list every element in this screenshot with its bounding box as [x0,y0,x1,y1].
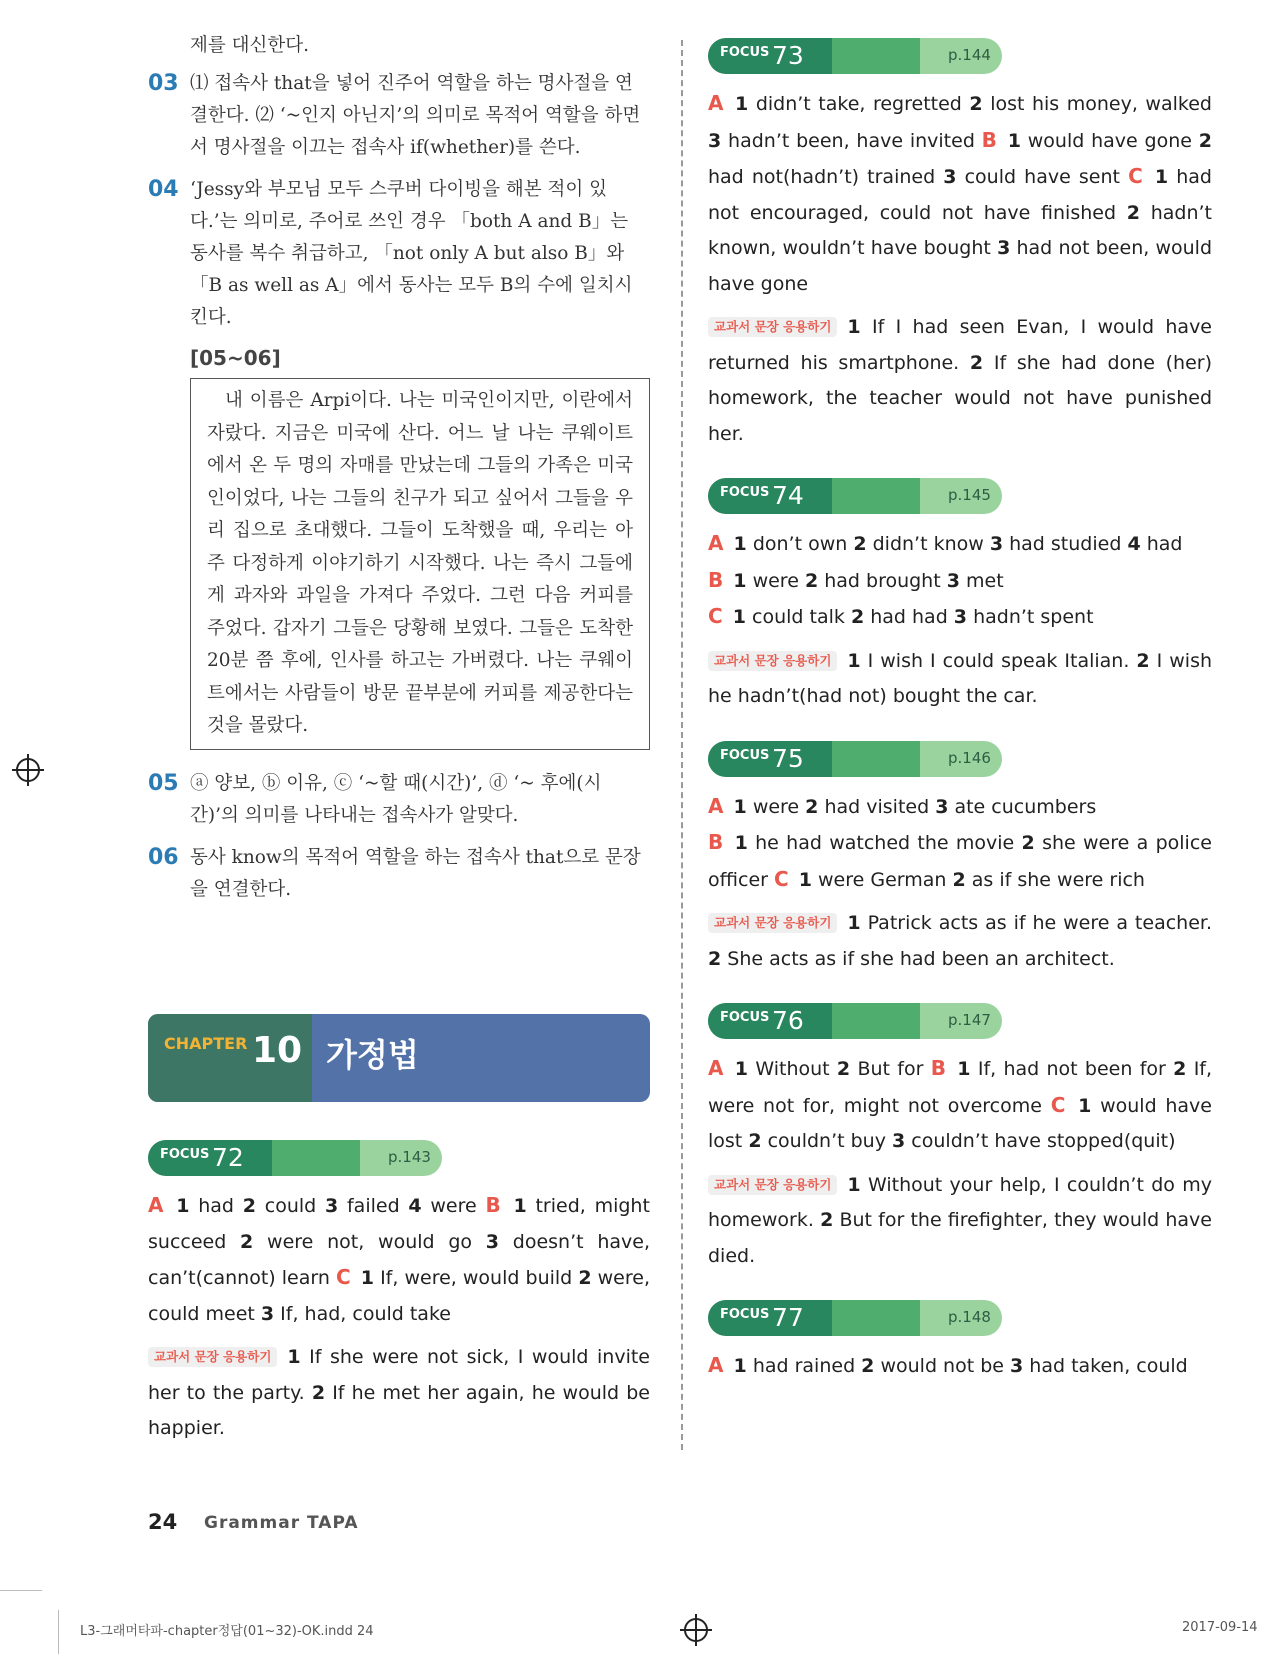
item-text: ⑴ 접속사 that을 넣어 진주어 역할을 하는 명사절을 연결한다. ⑵ ‘~인지 아닌지’의 의미로 목적어 역할을 하면서 명사절을 이끄는 접속사 if(whether)를 쓴다. [190,73,641,158]
focus-label: FOCUS [160,1147,210,1162]
answer-number: 1 [798,868,812,891]
answer-text: tried, might succeed [148,1195,650,1253]
focus-block [708,1003,1212,1274]
answer-text-block [708,1348,1212,1385]
answer-text: could have sent [964,166,1120,188]
textbook-badge [148,1347,277,1367]
textbook-badge-highlight: 응용하기 [783,319,832,334]
answer-number: 2 [578,1267,592,1289]
answer-text: had not encouraged, could not have finished [708,166,1212,224]
answer-text-block [708,526,1212,636]
textbook-application [708,644,1212,715]
numbered-item [148,842,650,906]
focus-header-mid [832,741,920,777]
answer-text: hadn’t known, wouldn’t have bought [708,201,1212,259]
answer-number: 1 [847,316,861,338]
textbook-badge-highlight: 응용하기 [783,1176,832,1192]
left-column [148,30,650,916]
focus-block [708,1300,1212,1385]
answer-number: 3 [946,569,960,592]
answer-text: If she had done (her) homework, the teacher would not have punished her. [708,351,1213,445]
answer-number: 2 [1173,1058,1187,1080]
textbook-badge [708,913,837,933]
section-letter: C [1128,164,1143,188]
answer-number: 3 [708,129,722,152]
focus-72-section [148,1140,650,1447]
answer-number: 1 [733,1355,747,1377]
answer-number: 1 [513,1195,527,1217]
focus-label: FOCUS [720,1307,770,1322]
focus-label: FOCUS [720,485,770,500]
textbook-badge-prefix: 교과서 문장 [154,1349,224,1364]
textbook-badge-prefix: 교과서 문장 [714,652,784,668]
focus-header-mid [832,38,920,74]
slug-filename: L3-그래머타파-chapter정답(01~32)-OK.indd 24 [80,1624,374,1639]
focus-number: 77 [772,1303,804,1332]
answer-text: lost his money, walked [990,93,1212,115]
answer-number: 2 [1198,129,1212,152]
numbered-item [148,174,650,334]
answer-number: 2 [805,795,819,818]
answer-text: she were a police officer [708,832,1212,891]
answer-text: couldn’t buy [767,1130,886,1152]
answer-text: If, had not been for [977,1058,1166,1080]
answer-number: 1 [732,606,746,628]
focus-header [708,478,1002,514]
answer-number: 3 [324,1195,339,1217]
answer-number: 4 [1127,533,1141,555]
item-number: 04 [148,177,179,202]
answer-number: 1 [1007,129,1021,152]
focus-header [708,741,1002,777]
focus-block [148,1140,650,1447]
focus-header-mid [832,1300,920,1336]
focus-page-ref: p.145 [948,486,991,504]
answer-number: 2 [853,533,867,555]
answer-number: 1 [176,1195,190,1217]
textbook-application [708,906,1212,977]
answer-text: had not(hadn’t) trained [708,166,936,188]
answer-number: 2 [311,1381,326,1404]
registration-mark-bottom [684,1618,708,1642]
answer-text: had visited [824,795,930,818]
item-text: ⓐ 양보, ⓑ 이유, ⓒ ‘~할 때(시간)’, ⓓ ‘~ 후에(시간)’의 의미를 나타내는 접속사가 알맞다. [190,772,602,826]
section-letter: A [708,793,724,818]
answer-text: If, were, would build [380,1267,573,1289]
focus-header [708,1003,1002,1039]
answer-number: 3 [953,606,968,628]
section-letter: A [708,91,724,115]
crop-mark-vertical [58,1610,59,1654]
answer-number: 3 [943,166,957,188]
focus-header [708,1300,1002,1336]
textbook-badge-highlight: 응용하기 [783,915,832,930]
answer-number: 3 [989,533,1004,555]
answer-text: could [264,1195,317,1217]
answer-text: would not be [880,1355,1004,1377]
item-number: 05 [148,770,179,796]
answer-number: 1 [733,569,747,592]
answer-number: 2 [708,947,722,970]
answer-text: were [430,1195,477,1217]
answer-text: would have lost [708,1094,1212,1152]
chapter-number: 10 [252,1030,303,1071]
answer-text-block [708,789,1212,899]
item-text: ‘Jessy와 부모님 모두 스쿠버 다이빙을 해본 적이 있다.’는 의미로, 주어로 쓰인 경우 「both A and B」는 동사를 복수 취급하고, 「not only A but also B」와 「B as well as A」에서 동사는 모두 B의 수에 일치시킨다. [190,179,633,328]
answer-number: 2 [850,606,865,628]
answer-text: were, could meet [148,1267,650,1325]
answer-text: were [752,569,799,592]
answer-number: 1 [287,1346,301,1368]
textbook-application [708,310,1212,452]
focus-number: 73 [772,41,804,70]
answer-text: I wish I could speak Italian. [867,649,1130,672]
answer-text-block [708,86,1212,302]
answer-number: 3 [892,1130,906,1152]
numbered-item [148,68,650,164]
focus-block [708,741,1212,978]
answer-number: 2 [240,1230,254,1253]
answer-text: hadn’t been, have invited [728,129,975,152]
item-text: 동사 know의 목적어 역할을 하는 접속사 that으로 문장을 연결한다. [190,846,641,900]
section-letter: C [774,866,789,891]
textbook-application [708,1168,1212,1275]
book-title: Grammar TAPA [204,1513,359,1533]
page-number: 24 [148,1510,178,1534]
section-letter: C [335,1265,351,1289]
focus-block [708,478,1212,715]
textbook-badge-prefix: 교과서 문장 [714,319,784,334]
item-number: 03 [148,71,179,96]
answer-number: 3 [997,237,1011,259]
passage-subheading: [05~06] [190,346,281,370]
answer-number: 2 [1136,649,1150,672]
chapter-title: 가정법 [326,1036,419,1074]
section-letter: A [708,1056,724,1080]
answer-text: She acts as if she had been an architect. [727,947,1115,970]
registration-mark-left [16,758,40,782]
section-letter: B [981,127,997,152]
answer-number: 1 [1154,166,1169,188]
section-letter: C [1050,1092,1066,1117]
focus-header-mid [832,478,920,514]
textbook-badge [708,651,837,671]
answer-text: had [1146,533,1183,555]
answer-text: had taken, could [1029,1355,1188,1377]
section-letter: A [708,531,724,555]
answer-text: would have gone [1027,129,1192,152]
focus-page-ref: p.148 [948,1308,991,1326]
textbook-badge [708,1175,837,1195]
section-letter: B [930,1056,946,1080]
focus-number: 72 [212,1143,244,1172]
answer-text: couldn’t have stopped(quit) [911,1130,1176,1152]
answer-text: had not been, would have gone [708,237,1213,295]
focus-header-mid [832,1003,920,1039]
answer-text: he had watched the movie [755,832,1015,854]
answer-text: hadn’t spent [973,606,1094,628]
focus-block [708,38,1212,452]
answer-text: were German [818,868,947,891]
focus-label: FOCUS [720,45,770,60]
answer-text: Without [755,1058,830,1080]
answer-text: If, were not for, might not overcome [708,1058,1213,1117]
answer-text: Without your help, I couldn’t do my homework. [708,1173,1212,1231]
answer-text: had rained [752,1355,856,1377]
answer-text: could talk [752,606,845,628]
column-divider [681,40,683,1450]
answer-number: 2 [242,1195,256,1217]
answer-text-block [148,1188,650,1332]
answer-number: 1 [1078,1094,1092,1117]
answer-number: 3 [1010,1355,1024,1377]
answer-number: 2 [969,93,983,115]
focus-page-ref: p.143 [388,1148,431,1166]
answer-number: 1 [733,533,747,555]
section-letter: C [708,604,723,628]
answer-number: 2 [748,1130,762,1152]
answer-text: didn’t know [872,533,984,555]
numbered-item [148,768,650,832]
intro-line: 제를 대신한다. [190,35,309,56]
answer-text: failed [346,1195,400,1217]
focus-label: FOCUS [720,747,770,763]
answer-text: were not, would go [267,1230,473,1253]
item-number: 06 [148,844,179,870]
answer-text: If he met her again, he would be happier. [148,1381,650,1439]
answer-text: had [198,1195,234,1217]
answer-text: met [966,569,1004,592]
answer-number: 1 [734,1058,749,1080]
answer-text: If, had, could take [280,1302,451,1325]
answer-number: 2 [1021,832,1035,854]
right-column [708,38,1212,1385]
answer-text: don’t own [752,533,848,555]
answer-number: 1 [360,1267,374,1289]
textbook-badge-prefix: 교과서 문장 [714,915,784,930]
answer-number: 1 [847,649,861,672]
answer-number: 1 [733,795,747,818]
answer-number: 2 [952,868,966,891]
section-letter: B [485,1193,501,1217]
answer-number: 1 [847,1173,861,1196]
section-letter: A [708,1353,724,1377]
answer-number: 2 [861,1355,875,1377]
answer-number: 1 [735,93,749,115]
answer-text: If she were not sick, I would invite her to the party. [148,1346,650,1404]
answer-number: 2 [820,1209,834,1231]
answer-text: had studied [1009,533,1122,555]
focus-header [148,1140,442,1176]
focus-header [708,38,1002,74]
chapter-label: CHAPTER [164,1034,248,1053]
answer-text: were [752,795,800,818]
focus-number: 74 [772,481,804,510]
focus-number: 76 [772,1006,804,1035]
focus-page-ref: p.144 [948,46,991,64]
answer-number: 4 [408,1195,422,1217]
answer-text: as if she were rich [971,868,1145,891]
focus-page-ref: p.147 [948,1011,991,1029]
chapter-banner [148,1014,650,1102]
section-letter: B [708,567,724,592]
answer-text: had brought [824,569,941,592]
answer-text: I wish he hadn’t(had not) bought the car. [708,649,1213,707]
answer-number: 3 [935,795,949,818]
answer-text: had had [870,606,948,628]
answer-number: 1 [734,832,748,854]
answer-text: If I had seen Evan, I would have returned his smartphone. [708,316,1213,374]
answer-number: 2 [804,569,819,592]
answer-number: 2 [969,351,984,374]
textbook-application [148,1340,650,1447]
section-letter: B [708,830,724,854]
answer-number: 2 [1126,201,1140,224]
answer-text: Patrick acts as if he were a teacher. [867,912,1212,934]
answer-text-block [708,1051,1212,1160]
focus-label: FOCUS [720,1010,770,1025]
textbook-badge-highlight: 응용하기 [223,1349,272,1364]
crop-mark-horizontal [0,1590,42,1591]
answer-text: But for [857,1058,924,1080]
passage-box: 내 이름은 Arpi이다. 나는 미국인이지만, 이란에서 자랐다. 지금은 미국에 산다. 어느 날 나는 쿠웨이트에서 온 두 명의 자매를 만났는데 그들의 가족은 미국인이었다, 나는 그들의 친구가 되고 싶어서 그들을 우리 집으로 초대했다. 그들이 도착했을 때, 우리는 아주 다정하게 이야기하기 시작했다. 나는 즉시 그들에게 과자와 과일을 가져다 주었다. 그런 다음 커피를 주었다. 갑자기 그들은 당황해 보였다. 그들은 도착한 20분 쯤 후에, 인사를 하고는 가버렸다. 나는 쿠웨이트에서는 사람들이 방문 끝부분에 커피를 제공한다는 것을 몰랐다. [190,378,650,750]
answer-number: 1 [957,1058,971,1080]
answer-number: 2 [836,1058,851,1080]
focus-number: 75 [772,743,804,773]
answer-number: 3 [260,1302,275,1325]
slug-date: 2017-09-14 [1182,1620,1258,1635]
answer-text: doesn’t have, can’t(cannot) learn [148,1230,650,1289]
answer-number: 3 [485,1230,500,1253]
textbook-badge [708,317,837,337]
answer-text: didn’t take, regretted [755,93,962,115]
textbook-badge-prefix: 교과서 문장 [714,1176,784,1192]
section-letter: A [148,1193,164,1217]
focus-page-ref: p.146 [948,748,991,767]
focus-header-mid [272,1140,360,1176]
answer-text: ate cucumbers [954,795,1097,818]
textbook-badge-highlight: 응용하기 [783,652,832,668]
answer-number: 1 [847,912,861,934]
answer-text: But for the firefighter, they would have died. [708,1209,1212,1267]
